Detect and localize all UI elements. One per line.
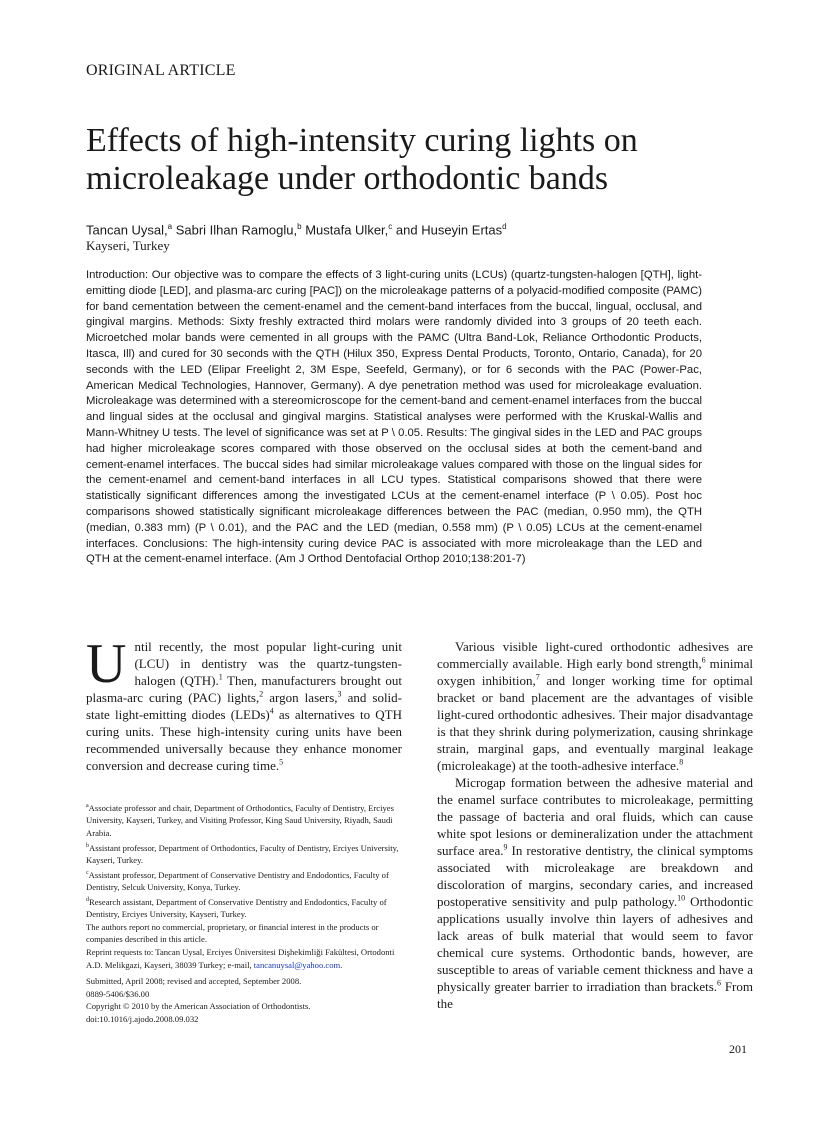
text-run: Then, manufacturers brought out plasma-arc curing (PAC) lights, [86, 673, 402, 705]
footnote-marker: c [86, 869, 89, 876]
text-run: From the [437, 979, 753, 1011]
email-link[interactable]: tancanuysal@yahoo.com [253, 959, 341, 970]
author-location: Kayseri, Turkey [86, 238, 170, 253]
metadata-line: Submitted, April 2008; revised and accepted, September 2008. [86, 976, 302, 987]
footnote-text: Assistant professor, Department of Conservative Dentistry and Endodontics, Faculty of Dentistry, Selcuk University, Konya, Turkey. [86, 869, 389, 893]
article-title: Effects of high-intensity curing lights on microleakage under orthodontic bands [86, 122, 638, 197]
section-label: ORIGINAL ARTICLE [86, 62, 236, 79]
intro-paragraph [86, 633, 403, 774]
author-name: Tancan Uysal, [86, 222, 168, 238]
citation-marker: 6 [701, 655, 706, 665]
footnote-text: The authors report no commercial, proprietary, or financial interest in the products or companies described in this article. [86, 921, 379, 945]
footnote-marker: b [86, 842, 89, 849]
text-run: Orthodontic applications usually involve thin layers of adhesives and lack areas of bulk material that would seem to favor chemical cure systems. Orthodontic bands, however, are susceptible to areas of variable cement thickness and have a physically greater barrier to irradiation than brackets. [437, 894, 753, 994]
citation-marker: 3 [337, 689, 342, 699]
footnote-text: Associate professor and chair, Department of Orthodontics, Faculty of Dentistry, Erciyes University, Kayseri, Turkey, and Visiting Professor, King Saud University, Riyadh, Saudi Arabia. [86, 802, 394, 839]
text-run: argon lasers, [263, 690, 338, 705]
body-paragraph [437, 638, 753, 774]
metadata-line: doi:10.1016/j.ajodo.2008.09.032 [86, 1013, 199, 1024]
footnote [86, 894, 402, 921]
affiliation-marker: b [297, 222, 302, 231]
footnote [86, 921, 402, 946]
text-run: and longer working time for optimal bracket or band placement are the advantages of visible light-cured orthodontic adhesives. Their major disadvantage is that they shrink during polymerization, causing shrinkage strain, marginal gaps, and eventually marginal leakage (microleakage) at the tooth-adhesive interface. [437, 673, 753, 773]
affiliation-footnotes [86, 800, 402, 946]
body-paragraph [437, 774, 753, 1012]
footnote-text: Assistant professor, Department of Orthodontics, Faculty of Dentistry, Erciyes University, Kayseri, Turkey. [86, 842, 399, 866]
abstract: Introduction: Our objective was to compare the effects of 3 light-curing units (LCUs) (quartz-tungsten-halogen [QTH], light-emitting diode [LED], and plasma-arc curing [PAC]) on the microleakage patterns of a polyacid-modified composite (PAMC) for band cementation between the cement-enamel and the cement-band interfaces from the buccal, lingual, occlusal, and gingival margins. Methods: Sixty freshly extracted third molars were randomly divided into 3 groups of 20 teeth each. Microetched molar bands were cemented in all groups with the PAMC (Ultra Band-Lok, Reliance Orthodontic Products, Itasca, Ill) and cured for 30 seconds with the QTH (Hilux 350, Express Dental Products, Toronto, Ontario, Canada), for 20 seconds with the LED (Elipar Freelight 2, 3M Espe, Seefeld, Germany), or for 6 seconds with the PAC (Power-Pac, American Medical Technologies, Hannover, Germany). A dye penetration method was used for microleakage evaluation. Microleakage was determined with a stereomicroscope for the cement-band and cement-enamel interfaces from the buccal and lingual sides at the occlusal and gingival margins. Statistical analyses were performed with the Kruskal-Wallis and Mann-Whitney U tests. The level of significance was set at P \ 0.05. Results: The gingival sides in the LED and PAC groups had higher microleakage scores compared with those observed on the occlusal sides at both the cement-band and cement-enamel interfaces. The buccal sides had similar microleakage values compared with those on the lingual sides for the cement-enamel and cement-band interfaces in all LCU types. Statistical comparisons showed that there were statistically significant differences among the investigated LCUs at the cement-enamel interface (P \ 0.05). Post hoc comparisons showed statistically significant microleakage differences between the PAC (median, 0.950 mm), the QTH (median, 0.383 mm) (P \ 0.01), and the PAC and the LED (median, 0.558 mm) (P \ 0.05) LCUs at the cement-enamel interfaces. Conclusions: The high-intensity curing device PAC is associated with more microleakage than the LED and QTH at the cement-enamel interface. (Am J Orthod Dentofacial Orthop 2010;138:201-7) [86, 269, 702, 566]
body-column-left [86, 633, 403, 774]
footnote [86, 867, 402, 894]
citation-marker: 5 [279, 757, 284, 767]
author-name: Mustafa Ulker, [301, 222, 389, 238]
citation-marker: 9 [503, 842, 508, 852]
publication-metadata [86, 975, 402, 1025]
metadata-line: 0889-5406/$36.00 [86, 988, 150, 999]
text-run: ntil recently, the most popular light-curing unit (LCU) in dentistry was the quartz-tungsten-halogen (QTH). [134, 639, 402, 688]
citation-marker: 2 [259, 689, 264, 699]
author-name: Sabri Ilhan Ramoglu, [172, 222, 298, 238]
text-run: minimal oxygen inhibition, [437, 656, 753, 688]
affiliation-marker: a [167, 222, 173, 231]
footnote [86, 840, 402, 867]
affiliation-marker: d [502, 222, 507, 231]
footnotes [86, 800, 402, 1026]
citation-marker: 7 [535, 672, 540, 682]
footnote-marker: d [86, 896, 89, 903]
footnote-marker: a [86, 803, 89, 809]
citation-marker: 4 [269, 706, 274, 716]
body-column-right [437, 638, 753, 1012]
citation-marker: 10 [677, 893, 686, 903]
footnote [86, 800, 402, 840]
footnote-text: Research assistant, Department of Conservative Dentistry and Endodontics, Faculty of Dentistry, Erciyes University, Kayseri, Turkey. [86, 896, 387, 920]
citation-marker: 1 [218, 672, 223, 682]
metadata-line: Copyright © 2010 by the American Association of Orthodontists. [86, 1001, 311, 1012]
affiliation-marker: c [388, 222, 393, 231]
text-run: and solid-state light-emitting diodes (LEDs) [86, 690, 403, 722]
author-list [86, 219, 746, 238]
text-run: In restorative dentistry, the clinical symptoms associated with microleakage are breakdown and discoloration of margins, secondary caries, and increased postoperative sensitivity and pulp pathology. [437, 843, 754, 909]
citation-marker: 6 [717, 978, 722, 988]
author-name: and Huseyin Ertas [392, 222, 503, 238]
page-number: 201 [729, 1042, 747, 1056]
drop-cap: U [86, 633, 127, 695]
citation-marker: 8 [679, 757, 684, 767]
reprint-request: Reprint requests to: Tancan Uysal, Erciyes Üniversitesi Dişhekimliği Fakültesi, Ortodonti A.D. Melikgazi, Kayseri, 38039 Turkey; e-mail, tancanuysal@yahoo.com. [86, 946, 395, 970]
text-run: Various visible light-cured orthodontic adhesives are commercially available. High early bond strength, [437, 639, 753, 671]
text-run: Microgap formation between the adhesive material and the enamel surface contributes to microleakage, permitting the passage of bacteria and oral fluids, which can cause white spot lesions or demineralization under the attachment surface area. [437, 775, 753, 858]
paragraph-text [86, 633, 403, 773]
text-run: as alternatives to QTH curing units. These high-intensity curing units have been recommended universally because they enhance monomer conversion and decrease curing time. [86, 707, 402, 773]
